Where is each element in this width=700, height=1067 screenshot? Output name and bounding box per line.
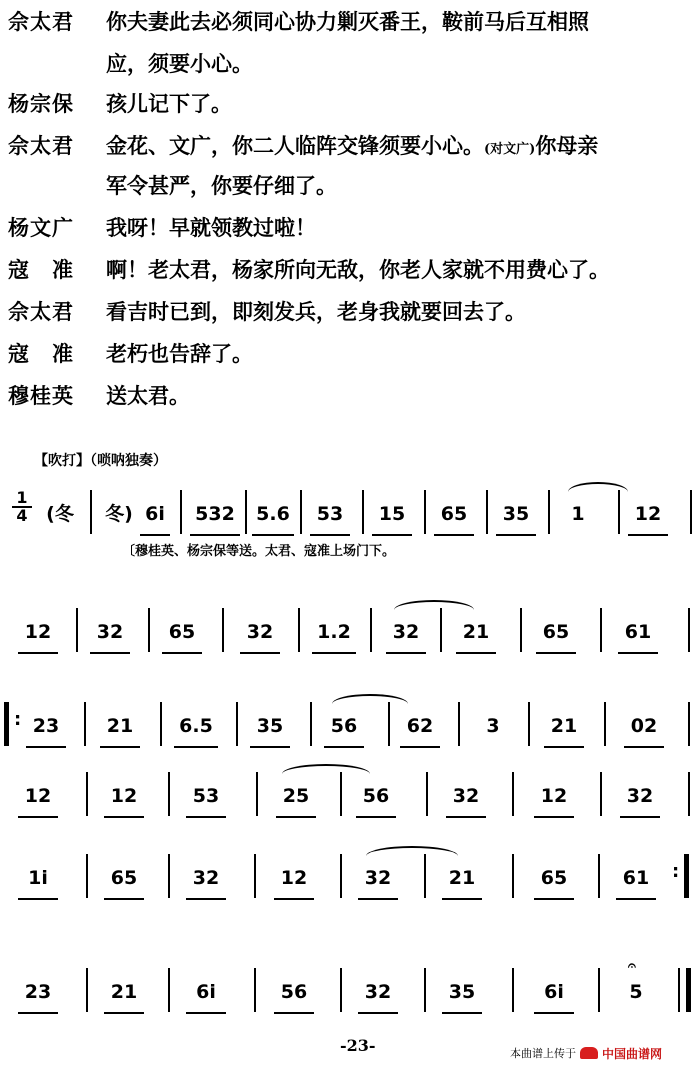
barline <box>512 968 514 1012</box>
speaker-name: 杨文广 <box>8 215 74 240</box>
barline <box>340 968 342 1012</box>
speech-text: 看吉时已到，即刻发兵，老身我就要回去了。 <box>106 299 526 324</box>
jianpu-note: 56 <box>324 706 364 748</box>
barline <box>512 854 514 898</box>
repeat-end-barline <box>684 854 689 898</box>
barline <box>245 490 247 534</box>
dialogue-line <box>0 334 700 374</box>
speaker-name: 杨宗保 <box>8 91 74 116</box>
barline <box>424 968 426 1012</box>
speech-text-tail: 你母亲 <box>535 133 599 158</box>
time-signature-bottom: 4 <box>16 506 28 525</box>
jianpu-note: 32 <box>620 776 660 818</box>
jianpu-note: 23 <box>26 706 66 748</box>
barline <box>86 772 88 816</box>
barline <box>86 854 88 898</box>
barline <box>90 490 92 534</box>
barline <box>598 968 600 1012</box>
barline <box>688 608 690 652</box>
jianpu-note: 65 <box>536 612 576 654</box>
jianpu-note: 32 <box>386 612 426 654</box>
barline <box>84 702 86 746</box>
jianpu-note: 32 <box>358 972 398 1014</box>
repeat-start-barline <box>4 702 9 746</box>
jianpu-note: 1i <box>18 858 58 900</box>
barline <box>688 772 690 816</box>
jianpu-note: 32 <box>446 776 486 818</box>
jianpu-note: 21 <box>544 706 584 748</box>
jianpu-note: 25 <box>276 776 316 818</box>
score-header: 【吹打】（唢呐独奏） <box>34 453 167 469</box>
speech-text: 我呀！早就领教过啦！ <box>106 215 316 240</box>
barline <box>300 490 302 534</box>
speaker-name: 佘太君 <box>8 299 74 324</box>
jianpu-note: 6.5 <box>174 706 218 748</box>
jianpu-note: 61 <box>618 612 658 654</box>
speech-text: 送太君。 <box>106 383 190 408</box>
barline <box>678 968 680 1012</box>
jianpu-note: 32 <box>358 858 398 900</box>
speech-text: 你夫妻此去必须同心协力剿灭番王，鞍前马后互相照 <box>106 9 589 34</box>
barline <box>528 702 530 746</box>
dialogue-line <box>0 84 700 124</box>
speaker-name: 寇 准 <box>8 257 74 282</box>
barline <box>458 702 460 746</box>
score-row-3 <box>0 706 700 766</box>
dialogue-line <box>0 376 700 416</box>
jianpu-note: 35 <box>250 706 290 748</box>
jianpu-note: 5.6 <box>252 494 294 536</box>
jianpu-note: 12 <box>18 776 58 818</box>
barline <box>222 608 224 652</box>
barline <box>598 854 600 898</box>
barline <box>486 490 488 534</box>
jianpu-note: 32 <box>186 858 226 900</box>
jianpu-note: 21 <box>104 972 144 1014</box>
jianpu-note: 23 <box>18 972 58 1014</box>
dialogue-line <box>0 126 700 166</box>
barline <box>168 968 170 1012</box>
page-number: -23- <box>340 1036 376 1055</box>
jianpu-note: 6i <box>534 972 574 1014</box>
jianpu-note: 21 <box>442 858 482 900</box>
barline <box>424 854 426 898</box>
barline <box>440 608 442 652</box>
barline <box>340 772 342 816</box>
jianpu-note: 02 <box>624 706 664 748</box>
jianpu-note: 6i <box>186 972 226 1014</box>
jianpu-note: 21 <box>456 612 496 654</box>
barline <box>388 702 390 746</box>
jianpu-note: 65 <box>104 858 144 900</box>
jianpu-note: 12 <box>628 494 668 536</box>
dialogue-line <box>0 250 700 290</box>
score-row-6 <box>0 958 700 1032</box>
barline <box>236 702 238 746</box>
barline <box>618 490 620 534</box>
speaker-name: 佘太君 <box>8 133 74 158</box>
speech-text-main: 金花、文广，你二人临阵交锋须要小心。 <box>106 133 484 158</box>
speech-text: 军令甚严，你要仔细了。 <box>106 173 337 198</box>
jianpu-note: 65 <box>162 612 202 654</box>
jianpu-note: 53 <box>186 776 226 818</box>
barline <box>548 490 550 534</box>
speech-text: 应，须要小心。 <box>106 51 253 76</box>
barline <box>600 772 602 816</box>
jianpu-note: 12 <box>18 612 58 654</box>
site-name: 中国曲谱网 <box>602 1046 663 1061</box>
dialogue-line <box>0 2 700 42</box>
jianpu-note: 1 <box>571 503 585 525</box>
jianpu-note: 12 <box>274 858 314 900</box>
site-watermark <box>510 1042 666 1064</box>
barline <box>424 490 426 534</box>
dialogue-line <box>0 208 700 248</box>
jianpu-note: 冬) <box>105 503 133 525</box>
jianpu-note: 6i <box>140 494 170 536</box>
score-row-5 <box>0 858 700 918</box>
jianpu-note: 1.2 <box>312 612 356 654</box>
jianpu-note: 65 <box>434 494 474 536</box>
jianpu-note: 12 <box>104 776 144 818</box>
speech-text: 啊！老太君，杨家所向无敌，你老人家就不用费心了。 <box>106 257 610 282</box>
speech-text: 孩儿记下了。 <box>106 91 232 116</box>
jianpu-note: 15 <box>372 494 412 536</box>
barline <box>256 772 258 816</box>
barline <box>512 772 514 816</box>
barline <box>148 608 150 652</box>
jianpu-note: 53 <box>310 494 350 536</box>
speaker-name: 寇 准 <box>8 341 74 366</box>
jianpu-note: 62 <box>400 706 440 748</box>
barline <box>520 608 522 652</box>
speaker-name: 佘太君 <box>8 9 74 34</box>
jianpu-note: 65 <box>534 858 574 900</box>
dialogue-line <box>0 292 700 332</box>
speaker-name: 穆桂英 <box>8 383 74 408</box>
barline <box>688 702 690 746</box>
repeat-dots: : <box>14 709 22 730</box>
final-barline <box>686 968 691 1012</box>
jianpu-note: 56 <box>356 776 396 818</box>
score-row-4 <box>0 776 700 836</box>
barline <box>690 490 692 534</box>
barline <box>298 608 300 652</box>
jianpu-note: 61 <box>616 858 656 900</box>
repeat-dots: : <box>672 861 680 882</box>
barline <box>426 772 428 816</box>
barline <box>76 608 78 652</box>
speech-text <box>106 126 598 170</box>
jianpu-note: 35 <box>442 972 482 1014</box>
fermata-icon: 𝄐 <box>628 958 636 974</box>
barline <box>362 490 364 534</box>
jianpu-note: 35 <box>496 494 536 536</box>
jianpu-note: 32 <box>90 612 130 654</box>
jianpu-note: 3 <box>486 715 500 737</box>
barline <box>168 772 170 816</box>
barline <box>370 608 372 652</box>
jianpu-note: (冬 <box>46 503 74 525</box>
stage-aside: (对文广) <box>484 142 536 157</box>
jianpu-note: 532 <box>190 494 240 536</box>
stage-direction: 〔穆桂英、杨宗保等送。太君、寇准上场门下。 <box>122 544 396 559</box>
barline <box>86 968 88 1012</box>
barline <box>604 702 606 746</box>
barline <box>168 854 170 898</box>
jianpu-note: 5 <box>629 981 643 1003</box>
barline <box>600 608 602 652</box>
score-row-2 <box>0 612 700 672</box>
barline <box>180 490 182 534</box>
jianpu-note: 12 <box>534 776 574 818</box>
barline <box>254 854 256 898</box>
jianpu-note: 56 <box>274 972 314 1014</box>
barline <box>340 854 342 898</box>
jianpu-note: 21 <box>100 706 140 748</box>
dialogue-line <box>0 44 700 84</box>
barline <box>310 702 312 746</box>
barline <box>254 968 256 1012</box>
upload-note: 本曲谱上传于 <box>510 1047 576 1060</box>
barline <box>160 702 162 746</box>
dialogue-line <box>0 166 700 206</box>
time-signature-top: 1 <box>12 490 32 508</box>
speech-text: 老朽也告辞了。 <box>106 341 253 366</box>
site-logo-icon <box>580 1047 598 1059</box>
jianpu-note: 32 <box>240 612 280 654</box>
